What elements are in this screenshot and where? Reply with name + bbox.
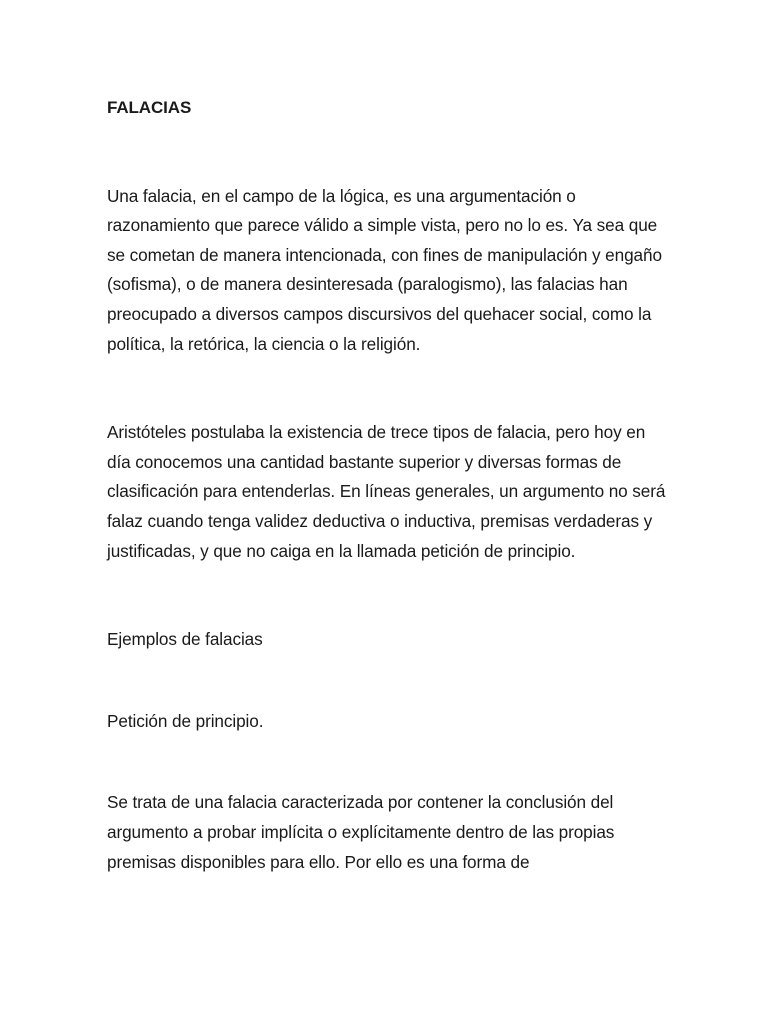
subsection-heading: Petición de principio. bbox=[107, 710, 264, 731]
spacer bbox=[107, 655, 667, 707]
document-body bbox=[107, 93, 667, 877]
document-title: FALACIAS bbox=[107, 98, 192, 117]
spacer bbox=[107, 566, 667, 625]
spacer bbox=[107, 359, 667, 418]
section-heading: Ejemplos de falacias bbox=[107, 629, 263, 650]
spacer bbox=[107, 123, 667, 182]
paragraph-petition: Se trata de una falacia caracterizada por contener la conclusión del argumento a probar implícita o explícitamente dentro de las propias premisas disponibles para ello. Por ello es una forma de bbox=[107, 792, 615, 872]
spacer bbox=[107, 736, 667, 788]
paragraph-definition: Una falacia, en el campo de la lógica, es una argumentación o razonamiento que parece válido a simple vista, pero no lo es. Ya sea que se cometan de manera intencionada, con fines de manipulación y engaño (sofisma), o de manera desinteresada (paralogismo), las falacias han preocupado a diversos campos discursivos del quehacer social, como la política, la retórica, la ciencia o la religión. bbox=[107, 185, 662, 354]
paragraph-aristotle: Aristóteles postulaba la existencia de trece tipos de falacia, pero hoy en día conocemos una cantidad bastante superior y diversas formas de clasificación para entenderlas. En líneas generales, un argumento no será falaz cuando tenga validez deductiva o inductiva, premisas verdaderas y justificadas, y que no caiga en la llamada petición de principio. bbox=[107, 422, 666, 561]
